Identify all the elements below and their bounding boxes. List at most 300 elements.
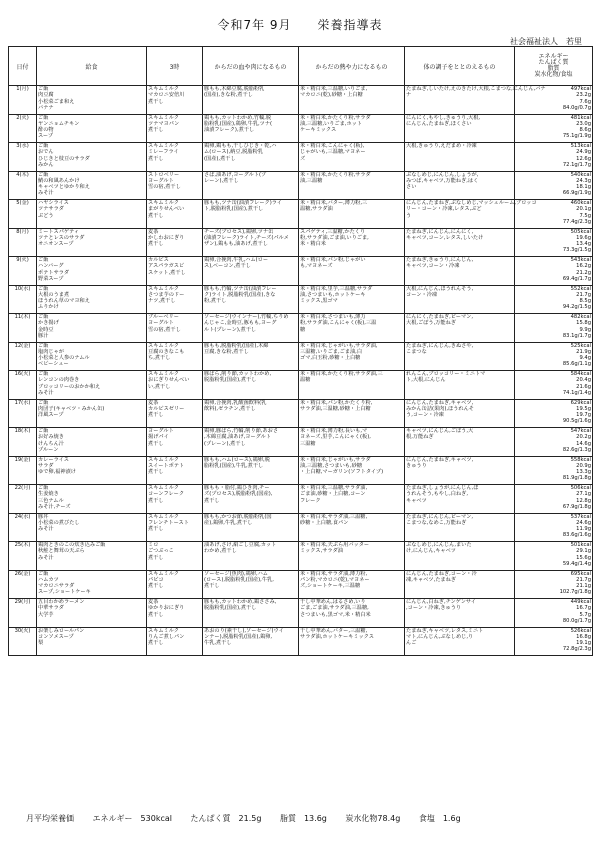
table-row — [9, 200, 593, 229]
cell-green-group-line: きゅうり — [406, 462, 427, 469]
cell-green-group-line: 大根,ごぼう,万能ねぎ — [406, 320, 456, 327]
cell-snack-line: カルピスゼリー — [148, 405, 185, 412]
cell-snack — [147, 428, 203, 457]
cell-green-group-line: にんにく,たまねぎ,ピーマン, — [406, 314, 473, 320]
cell-yellow-group — [299, 114, 405, 143]
cell-meal-line: みそ汁 — [38, 526, 54, 533]
cell-nutrients — [515, 114, 593, 143]
cell-nutrients-line: 19.6g — [576, 234, 591, 241]
cell-yellow-group-line: 油,さつまいも,ホットケーキ — [300, 291, 366, 298]
cell-meal-line: プルーン — [38, 446, 59, 453]
table-row — [9, 599, 593, 628]
cell-meal-line: ポテトサラダ — [38, 269, 70, 276]
cell-nutrients-line: 72.8g/2.3g — [562, 646, 591, 653]
cell-meal-line: ご飯 — [38, 86, 49, 92]
cell-green-group — [405, 171, 515, 200]
cell-snack-line: スキムミルク — [148, 86, 179, 92]
cell-green-group — [405, 399, 515, 428]
cell-meal-line: ご飯 — [38, 485, 49, 491]
cell-red-group-line: あおのり(素干し),ソーセージ(ウイ — [204, 627, 284, 634]
cell-red-group-line: 牛乳,煮干し — [204, 640, 232, 647]
cell-red-group — [203, 200, 299, 229]
cell-red-group-line: (プレーン),煮干し — [204, 440, 246, 447]
cell-green-group — [405, 257, 515, 286]
cell-yellow-group-line: 温糖,サラダ油 — [300, 206, 333, 213]
cell-snack-line: 煮干し — [148, 554, 164, 561]
cell-green-group-line: 凍,キャベツ,たまねぎ — [406, 576, 456, 583]
cell-yellow-group-line: 米・精白米,サラダ油,三温糖, — [300, 513, 368, 520]
cell-nutrients — [515, 428, 593, 457]
cell-nutrients-line: 94.2g/1.5g — [562, 304, 591, 311]
cell-date: 24(水) — [9, 513, 37, 542]
cell-yellow-group-line: 米・精白米,パン粉,かたくり粉, — [300, 399, 373, 406]
cell-green-group — [405, 599, 515, 628]
cell-meal-line: 中華サラダ — [38, 605, 64, 612]
cell-snack-line: スキムミルク — [148, 485, 179, 491]
cell-date: 17(水) — [9, 399, 37, 428]
cell-nutrients-line: 102.7g/1.8g — [559, 589, 591, 596]
cell-red-group-line: 豚もも,ツナ缶(油漬フレーク)ライ — [204, 200, 282, 206]
cell-meal-line: 洋風スープ — [38, 412, 64, 419]
cell-snack — [147, 114, 203, 143]
cell-yellow-group-line: ズ — [300, 155, 306, 162]
cell-meal-line: 小松菜と人参のナムル — [38, 355, 90, 362]
cell-green-group-line: 根,万能ねぎ — [406, 434, 434, 441]
cell-green-group — [405, 627, 515, 656]
cell-nutrients-line: 20.1g — [576, 206, 591, 213]
cell-yellow-group-line: ヨネーズ,里芋,こんにゃく(板), — [300, 434, 371, 441]
cell-red-group-line: 豚もも,ハム(ロース),鶏卵,脱 — [204, 456, 270, 463]
cell-yellow-group — [299, 542, 405, 571]
cell-green-group — [405, 428, 515, 457]
cell-snack-line: スキムミルク — [148, 513, 179, 520]
cell-snack-line: ゆかりおにぎり — [148, 605, 185, 612]
cell-date: 9(火) — [9, 257, 37, 286]
cell-red-group — [203, 314, 299, 343]
cell-snack-line: スキムミルク — [148, 570, 179, 577]
cell-red-group-line: 鶏卵,合挽肉,牛乳,ハム(ロー — [204, 257, 269, 263]
cell-red-group — [203, 342, 299, 371]
cell-snack-line: スキムミルク — [148, 114, 179, 121]
cell-snack-line: ヨーグルト — [148, 428, 174, 434]
cell-date: 8(月) — [9, 228, 37, 257]
cell-yellow-group — [299, 342, 405, 371]
cell-nutrients-line: 547kcal — [570, 428, 591, 434]
cell-snack-line: 煮干し — [148, 412, 164, 419]
cell-meal-line: ハムカツ — [38, 576, 59, 583]
cell-red-group — [203, 86, 299, 115]
cell-nutrients-line: 21.7g — [576, 576, 591, 583]
cell-red-group — [203, 599, 299, 628]
cell-green-group-line: う,コーン・冷凍 — [406, 412, 444, 419]
cell-nutrients-line: 513kcal — [570, 143, 591, 149]
table-header-row — [9, 47, 593, 86]
cell-nutrients-line: 5.7g — [579, 611, 591, 618]
cell-nutrients — [515, 542, 593, 571]
cell-green-group-line: たまねぎ,しいたけ,えのきたけ,大根,こまつな,にんじん,バナ — [406, 86, 546, 92]
cell-meal-line: ふりかけ — [38, 304, 59, 311]
table-row — [9, 228, 593, 257]
cell-red-group-line: ,木綿豆腐,油あげ,ヨーグルト — [204, 434, 272, 441]
table-row — [9, 86, 593, 115]
cell-meal-line: ご飯 — [38, 428, 49, 434]
cell-nutrients-line: 13.4g — [576, 241, 591, 248]
cell-snack-line: 煮干し — [148, 611, 164, 618]
cell-red-group-line: わかめ,煮干し — [204, 548, 237, 555]
cell-meal-line: 鯖の和風あんかけ — [38, 177, 80, 184]
cell-red-group — [203, 285, 299, 314]
cell-snack-line: 煮干し — [148, 98, 164, 105]
cell-red-group-line: ルト(プレーン),煮干し — [204, 326, 257, 333]
header-protein: たんぱく質 — [538, 59, 569, 66]
cell-snack-line: アスパラガスビ — [148, 263, 185, 270]
cell-snack-line: スキムミルク — [148, 200, 179, 206]
cell-yellow-group-line: じゃがいも,三温糖,マヨネー — [300, 149, 366, 156]
cell-meal — [37, 599, 147, 628]
cell-red-group-line: 脂粉乳(国産),鶏卵,牛乳,ツナ( — [204, 120, 273, 127]
cell-meal-line: けんちん汁 — [38, 440, 64, 447]
cell-yellow-group-line: さつまいも,黒ゴマ,米・精白米 — [300, 611, 371, 618]
cell-green-group-line: たまねぎ,しょうが,にんじん,ほ — [406, 485, 479, 491]
cell-snack-line: フレンチトースト — [148, 519, 189, 526]
cell-nutrients-line: 24.6g — [576, 519, 591, 526]
cell-green-group-line: たまねぎ,にんじん,きぬさや, — [406, 342, 474, 349]
cell-meal-line: ご飯 — [38, 314, 49, 320]
cell-red-group-line: 豚もも,脱脂粉乳(国産),木綿 — [204, 342, 269, 349]
cell-yellow-group-line: 米・精白米,薄力粉,長いも,マ — [300, 428, 368, 434]
cell-nutrients-line: 14.6g — [576, 440, 591, 447]
cell-meal-line: スープ — [38, 133, 54, 140]
cell-yellow-group-line: 粉,サラダ油,こんにゃく(板),三温 — [300, 320, 377, 327]
cell-nutrients-line: 21.1g — [576, 583, 591, 590]
cell-green-group-line: にんじん,たまねぎ,キャベツ, — [406, 456, 474, 463]
cell-red-group — [203, 542, 299, 571]
cell-green-group-line: リー・コーン・冷凍,レタス,ぶど — [406, 206, 482, 213]
cell-yellow-group-line: 米・精白米,里芋,三温糖,サラダ — [300, 285, 373, 292]
cell-red-group-line: 鶏もも,カットわかめ,竹輪,脱 — [204, 114, 272, 121]
table-row — [9, 314, 593, 343]
cell-yellow-group — [299, 200, 405, 229]
cell-nutrients-line: 505kcal — [570, 228, 591, 235]
cell-nutrients-line: 481kcal — [570, 114, 591, 121]
cell-snack-line: い,煮干し — [148, 383, 171, 390]
cell-red-group-line: 豚もも,かつお節,脱脂粉乳(国 — [204, 513, 272, 520]
cell-nutrients-line: 72.1g/1.7g — [562, 161, 591, 168]
cell-meal-line: 野菜スープ — [38, 275, 64, 282]
cell-nutrients-line: 23.2g — [576, 92, 591, 99]
cell-yellow-group-line: 三温糖 — [300, 440, 316, 447]
cell-nutrients-line: 16.7g — [576, 605, 591, 612]
cell-meal-line: みそ汁 — [38, 389, 54, 396]
table-row — [9, 399, 593, 428]
menu-table — [8, 46, 593, 656]
cell-yellow-group — [299, 428, 405, 457]
cell-nutrients-line: 12.8g — [576, 497, 591, 504]
cell-red-group — [203, 428, 299, 457]
cell-meal-line: ご飯 — [38, 570, 49, 577]
cell-meal-line: 肉豆腐 — [38, 92, 54, 99]
cell-green-group — [405, 314, 515, 343]
cell-snack-line: おにぎりせんべい — [148, 377, 190, 384]
cell-red-group-line: 鶏卵,合挽肉,乳酸菌飲料(乳 — [204, 399, 267, 406]
cell-green-group-line: マト,にんじん,ぶなしめじ,り — [406, 633, 474, 640]
cell-date: 12(金) — [9, 342, 37, 371]
cell-meal-line: ベビーシュー — [38, 361, 69, 368]
cell-date: 29(月) — [9, 599, 37, 628]
cell-nutrients — [515, 599, 593, 628]
cell-red-group-line: 豚もも,カットわかめ,鶏ささみ, — [204, 599, 277, 605]
cell-snack-line: ち,煮干し — [148, 355, 171, 362]
cell-green-group-line: 大根,にんじん,ほうれんそう, — [406, 285, 474, 292]
cell-snack-line: ナツ,煮干し — [148, 298, 176, 305]
cell-yellow-group-line: ・上白糖,マーガリン(ソフトタイプ) — [300, 469, 384, 476]
cell-green-group — [405, 542, 515, 571]
cell-nutrients-line: 67.9g/1.8g — [562, 503, 591, 510]
cell-green-group — [405, 285, 515, 314]
cell-meal-line: ブロッコリーのおかか和え — [38, 383, 101, 390]
cell-nutrients-line: 552kcal — [570, 285, 591, 292]
cell-meal-line: ハヤシライス — [38, 200, 69, 206]
cell-red-group-line: (国産),煮干し — [204, 155, 236, 162]
cell-nutrients-line: 7.5g — [579, 212, 591, 219]
cell-snack-line: スイートポテト — [148, 462, 185, 469]
cell-nutrients — [515, 399, 593, 428]
cell-green-group — [405, 143, 515, 172]
cell-red-group-line: 豚もも・脂付,鶏ひき肉,チー — [204, 485, 270, 491]
cell-green-group-line: コーン・冷凍 — [406, 291, 438, 298]
cell-date: 30(火) — [9, 627, 37, 656]
cell-yellow-group — [299, 513, 405, 542]
cell-yellow-group-line: 米・精白米,三温糖,いりごま, — [300, 86, 368, 92]
cell-snack-line: まがりせんべい — [148, 206, 185, 213]
cell-nutrients-line: 66.9g/1.9g — [562, 190, 591, 197]
cell-snack-line: 煮干し — [148, 469, 164, 476]
cell-red-group-line: 豚もも,竹輪,ツナ缶(油漬フレー — [204, 285, 277, 292]
table-row — [9, 342, 593, 371]
summary-protein: たんぱく質 21.5g — [190, 814, 262, 823]
cell-green-group-line: 大根,きゅうり,えだまめ・冷凍 — [406, 143, 477, 149]
cell-nutrients-line: 21.6g — [576, 383, 591, 390]
cell-yellow-group — [299, 285, 405, 314]
cell-nutrients — [515, 285, 593, 314]
cell-meal — [37, 428, 147, 457]
cell-yellow-group-line: 米・精白米,かたくり粉,サラダ油,三 — [300, 371, 383, 377]
cell-nutrients-line: 20.2g — [576, 434, 591, 441]
cell-red-group — [203, 485, 299, 514]
cell-snack-line: ストロベリー — [148, 171, 180, 178]
cell-nutrients-line: 8.5g — [579, 298, 591, 305]
cell-red-group-line: ト,脱脂粉乳(国産),煮干し — [204, 206, 264, 213]
cell-snack — [147, 314, 203, 343]
cell-yellow-group — [299, 399, 405, 428]
cell-red-group-line: さば,油あげ,ヨーグルト(プ — [204, 171, 267, 178]
cell-red-group — [203, 399, 299, 428]
cell-nutrients — [515, 257, 593, 286]
cell-red-group-line: 鶏卵,豚ばら,竹輪,削り節,あおさ — [204, 428, 279, 434]
cell-snack-line: ごつぶっこ — [148, 548, 174, 555]
cell-yellow-group — [299, 86, 405, 115]
cell-nutrients-line: 24.3g — [576, 177, 591, 184]
cell-date: 18(木) — [9, 428, 37, 457]
cell-snack — [147, 627, 203, 656]
cell-meal-line: お好み焼き — [38, 434, 64, 441]
cell-yellow-group-line: 米・精白米 — [300, 241, 326, 248]
cell-meal — [37, 570, 147, 599]
cell-green-group-line: ナ — [406, 92, 412, 99]
cell-nutrients — [515, 314, 593, 343]
cell-meal — [37, 513, 147, 542]
cell-nutrients-line: 525kcal — [570, 342, 591, 349]
cell-meal — [37, 314, 147, 343]
cell-red-group — [203, 257, 299, 286]
cell-nutrients-line: 84.0g/0.7g — [562, 104, 591, 111]
cell-snack — [147, 485, 203, 514]
cell-date: 16(火) — [9, 371, 37, 400]
cell-snack — [147, 570, 203, 599]
cell-nutrients-line: 21.7g — [576, 291, 591, 298]
summary-energy: エネルギー 530kcal — [92, 814, 172, 823]
cell-yellow-group-line: パン粉,マカロニ(乾),マヨネー — [300, 576, 370, 583]
cell-meal — [37, 285, 147, 314]
cell-snack — [147, 200, 203, 229]
table-row — [9, 627, 593, 656]
cell-meal — [37, 371, 147, 400]
cell-snack — [147, 228, 203, 257]
cell-green-group-line: にんじん,白ねぎ,チンゲンサイ — [406, 599, 476, 605]
cell-yellow-group-line: 米・精白米,じゃがいも,サラダ — [300, 456, 371, 463]
cell-red-group-line: ザン),鶏もも,油あげ,煮干し — [204, 241, 268, 248]
cell-nutrients-line: 81.9g/1.8g — [562, 475, 591, 482]
cell-green-group-line: にんじん,たまねぎ,コーン・冷 — [406, 570, 477, 577]
cell-snack-line: カルピス — [148, 257, 169, 263]
table-row — [9, 456, 593, 485]
cell-nutrients — [515, 143, 593, 172]
monthly-average-summary — [26, 813, 586, 824]
cell-snack-line: 揚げパイ — [148, 434, 169, 441]
cell-snack-line: かしわおにぎり — [148, 234, 185, 241]
cell-meal — [37, 200, 147, 229]
cell-date: 10(水) — [9, 285, 37, 314]
cell-yellow-group — [299, 570, 405, 599]
cell-snack-line: マカロニ安倍川 — [148, 92, 185, 99]
cell-nutrients-line: 20.9g — [576, 462, 591, 469]
table-row — [9, 485, 593, 514]
cell-meal-line: 梨 — [38, 640, 44, 647]
cell-snack-line: 麦茶 — [148, 599, 159, 605]
cell-yellow-group — [299, 627, 405, 656]
cell-nutrients — [515, 485, 593, 514]
cell-snack-line: 煮干し — [148, 526, 164, 533]
cell-nutrients-line: 15.6g — [576, 554, 591, 561]
cell-nutrients-line: 83.6g/1.6g — [562, 532, 591, 539]
cell-yellow-group-line: 油,三温糖,さつまいも,砂糖 — [300, 462, 363, 469]
cell-nutrients-line: 77.4g/2.3g — [562, 218, 591, 225]
cell-red-group-line: 脂粉乳(国産),牛乳,煮干し — [204, 462, 264, 469]
cell-nutrients — [515, 456, 593, 485]
cell-meal-line: おでん — [38, 149, 54, 156]
cell-yellow-group-line: 油,三温糖,いりごま,ホット — [300, 120, 363, 127]
cell-yellow-group-line: 油,三温糖 — [300, 177, 323, 184]
cell-red-group-line: ソーセージ(ウインナー),竹輪,ちりめ — [204, 314, 289, 320]
cell-nutrients-line: 558kcal — [570, 456, 591, 463]
cell-green-group-line: こまつな,なめこ,万能ねぎ — [406, 519, 467, 526]
cell-green-group — [405, 114, 515, 143]
cell-snack — [147, 143, 203, 172]
cell-red-group — [203, 114, 299, 143]
cell-green-group-line: ぶなしめじ,にんじん,まいた — [406, 542, 472, 548]
cell-snack — [147, 171, 203, 200]
cell-meal — [37, 542, 147, 571]
cell-yellow-group-line: 米・精白米,かたくり粉,サラダ — [300, 171, 371, 178]
cell-meal-line: キャベツとゆかり和え — [38, 184, 90, 191]
cell-nutrients-line: 11.9g — [576, 526, 591, 533]
cell-red-group-line: 粉,煮干し — [204, 298, 227, 305]
cell-red-group-line: 豚もも,木綿豆腐,脱脂粉乳 — [204, 86, 265, 92]
cell-nutrients-line: 543kcal — [570, 257, 591, 263]
cell-snack-line: パピコ — [148, 576, 164, 583]
summary-carbs: 炭水化物78.4g — [345, 814, 401, 823]
table-row — [9, 371, 593, 400]
cell-meal-line: 生姜焼き — [38, 491, 59, 498]
cell-meal-line: 金時豆 — [38, 326, 54, 333]
table-row — [9, 171, 593, 200]
cell-red-group-line: 油漬フレーク),煮干し — [204, 127, 255, 134]
cell-yellow-group-line: サラダ油,三温糖,砂糖・上白糖 — [300, 405, 371, 412]
cell-yellow-group-line: フレーク — [300, 497, 321, 504]
cell-meal-line: ご飯 — [38, 171, 49, 178]
cell-yellow-group — [299, 599, 405, 628]
cell-red-group-line: 豆腐,きな粉,煮干し — [204, 348, 249, 355]
cell-snack — [147, 285, 203, 314]
cell-meal-line: みそ汁,チーズ — [38, 503, 71, 510]
cell-meal-line: ハンバーグ — [38, 263, 64, 270]
cell-snack-line: 雪の宿,煮干し — [148, 326, 181, 333]
cell-yellow-group-line: ミックス,黒ゴマ — [300, 298, 338, 305]
cell-snack-line: りんご煮しパン — [148, 633, 185, 640]
cell-red-group-line: ズ(プロセス),脱脂粉乳(国産), — [204, 491, 273, 498]
header-yellow-group: からだの熱や力になるもの — [299, 47, 405, 86]
cell-date: 2(火) — [9, 114, 37, 143]
cell-nutrients-line: 21.2g — [576, 269, 591, 276]
cell-red-group-line: 飲料),ゼラチン,煮干し — [204, 405, 256, 412]
cell-nutrients — [515, 570, 593, 599]
cell-snack-line: スキムミルク — [148, 627, 179, 634]
cell-meal — [37, 456, 147, 485]
cell-nutrients-line: 73.3g/1.5g — [562, 247, 591, 254]
cell-red-group — [203, 143, 299, 172]
cell-yellow-group — [299, 456, 405, 485]
cell-green-group-line: たまねぎ,にんじん,ピーマン, — [406, 513, 473, 520]
cell-date: 11(木) — [9, 314, 37, 343]
cell-nutrients-line: 501kcal — [570, 542, 591, 548]
cell-snack-line: コーンフレーク — [148, 491, 185, 498]
cell-nutrients-line: 74.1g/1.4g — [562, 389, 591, 396]
cell-snack-line: 煮干し — [148, 583, 164, 590]
cell-yellow-group-line: ミックス,サラダ油 — [300, 548, 343, 555]
cell-meal-line: ツナとレスのサラダ — [38, 234, 85, 241]
cell-meal-line: ゆで卵,福神漬け — [38, 469, 76, 476]
cell-date: 25(木) — [9, 542, 37, 571]
cell-meal-line: 塩肉じゃが — [38, 348, 64, 355]
cell-snack-line: ヨーグルト — [148, 177, 174, 184]
cell-green-group — [405, 456, 515, 485]
cell-yellow-group-line: マカロニ(乾),砂糖・上白糖 — [300, 92, 363, 99]
table-row — [9, 114, 593, 143]
cell-yellow-group-line: 米・精白米,パン粉,じゃがい — [300, 257, 366, 263]
cell-meal-line: コンソメスープ — [38, 633, 74, 640]
cell-nutrients-line: 18.1g — [576, 184, 591, 191]
cell-snack — [147, 599, 203, 628]
